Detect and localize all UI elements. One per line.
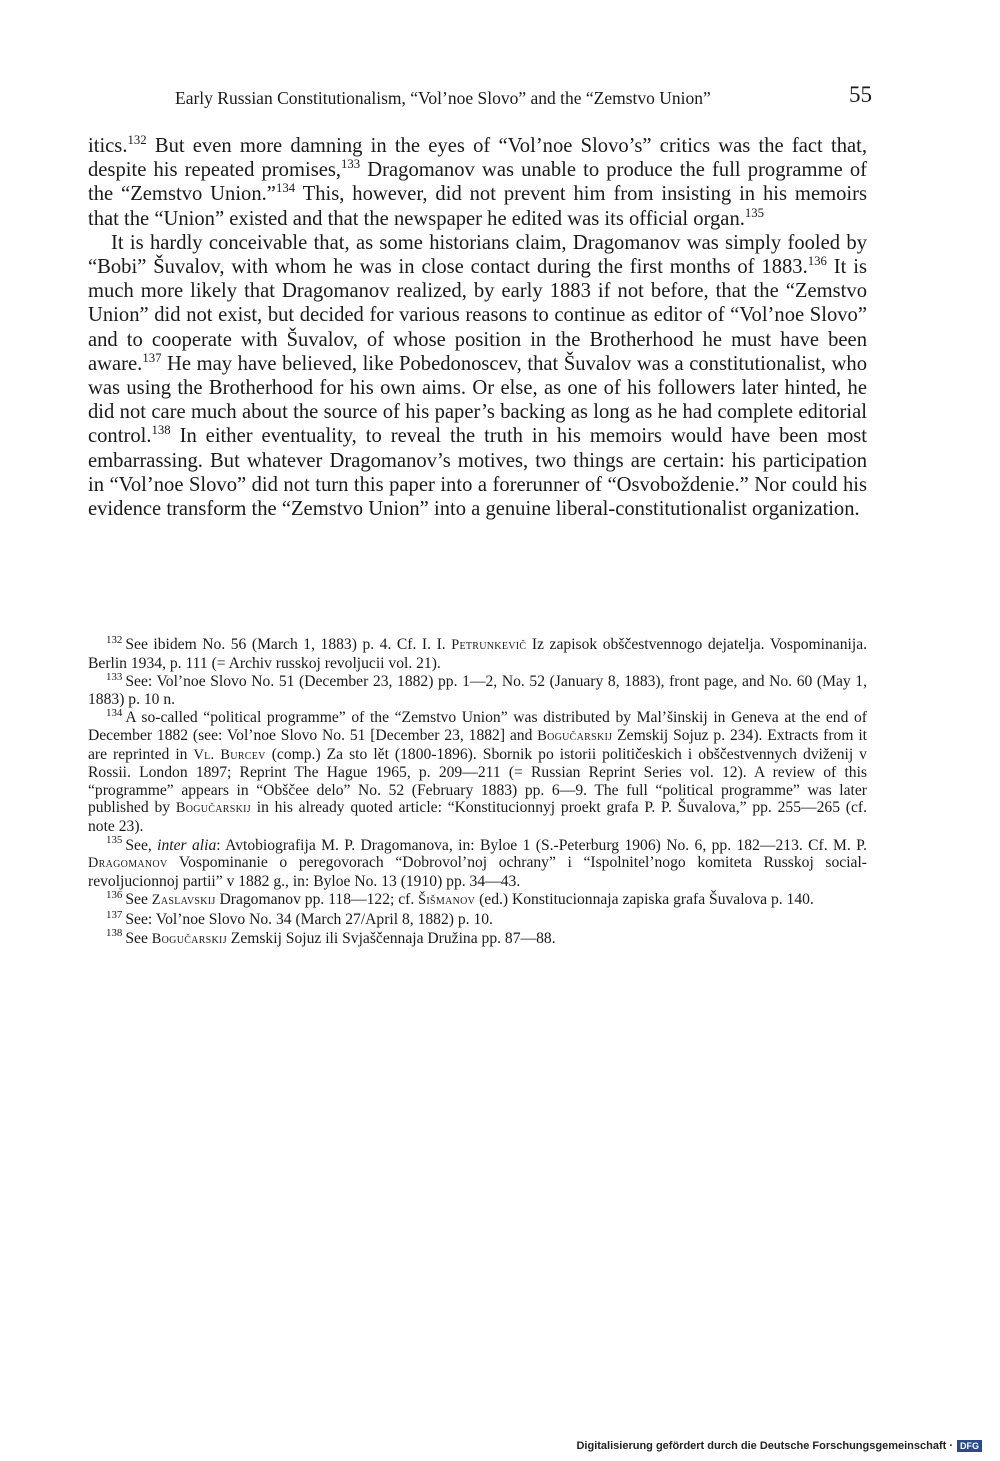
text-run: It is hardly conceivable that, as some historians claim, Dragomanov was simply fooled by “Bobi” Šuvalov, with whom he was in close contact during the first months of 1883. xyxy=(88,231,867,279)
text-run: See ibidem No. 56 (March 1, 1883) p. 4. Cf. I. I. xyxy=(125,636,452,653)
footnotes xyxy=(88,633,868,949)
footnote-134 xyxy=(88,709,867,835)
running-title: Early Russian Constitutionalism, “Vol’noe Slovo” and the “Zemstvo Union” xyxy=(175,88,711,108)
footnote-number: 138 xyxy=(106,927,123,940)
text-run: : Avtobiografija M. P. Dragomanova, in: Byloe 1 (S.-Peterburg 1906) No. 6, pp. 182—213. Cf. M. P. xyxy=(216,836,868,854)
author-name: Bogučarskij xyxy=(537,727,613,744)
text-run: Zemskij Sojuz ili Svjaščennaja Družina pp. 87—88. xyxy=(226,929,556,947)
author-name: Zaslavskij xyxy=(151,892,216,909)
footnote-ref-138[interactable]: 138 xyxy=(151,423,171,438)
text-run: See, xyxy=(125,836,158,854)
text-run: See: Vol’noe Slovo No. 34 (March 27/April 8, 1882) p. 10. xyxy=(125,910,493,928)
author-name: Bogučarskij xyxy=(175,800,251,817)
body-text xyxy=(88,134,867,521)
footnote-138 xyxy=(88,927,867,949)
author-name: Bogučarskij xyxy=(151,930,227,947)
author-name: Dragomanov xyxy=(88,855,168,872)
page-header xyxy=(88,82,872,114)
footnote-number: 135 xyxy=(106,834,123,847)
text-run: (comp.) Za sto lět (1800-1896). Sbornik po istorii političeskich i obščestvennych dviženij v Rossii. London 1897; Reprint The Hague 1965, p. 209—211 (= Russian Reprint Series vol. 12). A review of this “programme” appears in “Obščee delo” No. 52 (February 1883) pp. 6—9. The full “political programme” was later published by xyxy=(88,745,867,817)
footnote-137 xyxy=(88,908,867,929)
footnote-136 xyxy=(88,891,867,910)
footnote-number: 132 xyxy=(106,633,123,646)
footnote-number: 137 xyxy=(106,908,123,921)
footnote-number: 133 xyxy=(106,671,123,683)
footnote-132 xyxy=(88,633,868,672)
text-run: See xyxy=(125,891,152,909)
paragraph-2 xyxy=(88,231,867,521)
italic-text: inter alia xyxy=(157,836,217,854)
text-run: See: Vol’noe Slovo No. 51 (December 23, 1882) pp. 1—2, No. 52 (January 8, 1883), front page, and No. 60 (May 1, 1883) p. 10 n. xyxy=(88,673,867,708)
text-run: in his already quoted article: “Konstitucionnyj proekt grafa P. P. Šuvalova,” pp. 255—265 (cf. note 23). xyxy=(88,799,868,835)
text-run: It is much more likely that Dragomanov realized, by early 1883 if not before, that the “Zemstvo Union” did not exist, but decided for various reasons to continue as editor of “Vol’noe Slovo” and to cooperate with Šuvalov, of whose position in the Brotherhood he must have been aware. xyxy=(88,256,867,375)
author-name: Šišmanov xyxy=(418,892,476,909)
text-run: Vospominanie o peregovorach “Dobrovol’noj ochrany” i “Ispolnitel’nogo komiteta Russkoj social-revoljucionnoj partii” v 1882 g., in: Byloe No. 13 (1910) pp. 34—43. xyxy=(88,854,867,890)
credit-text: Digitalisierung gefördert durch die Deutsche Forschungsgemeinschaft · xyxy=(576,1440,953,1452)
footnote-number: 134 xyxy=(106,707,123,720)
text-run: He may have believed, like Pobedonoscev, that Šuvalov was a constitutionalist, who was using the Brotherhood for his own aims. Or else, as one of his followers later hinted, he did not care much about the source of his paper’s backing as long as he had complete editorial control. xyxy=(88,352,867,448)
author-name: Petrunkevič xyxy=(451,637,527,653)
footnote-ref-134[interactable]: 134 xyxy=(275,181,296,196)
text-run: Dragomanov was unable to produce the full programme of the “Zemstvo Union.” xyxy=(88,159,867,206)
text-run: In either eventuality, to reveal the truth in his memoirs would have been most embarrassing. But whatever Dragomanov’s motives, two things are certain: his participation in “Vol’noe Slovo” did not turn this paper into a forerunner of “Osvoboždenie.” Nor could his evidence transform the “Zemstvo Union” into a genuine liberal-constitutionalist organization. xyxy=(88,425,867,521)
footnote-number: 136 xyxy=(106,889,123,902)
paragraph-1 xyxy=(88,134,867,231)
text-run: A so-called “political programme” of the “Zemstvo Union” was distributed by Mal’šinskij in Geneva at the end of December 1882 (see: Vol’noe Slovo No. 51 [December 23, 1882] and xyxy=(88,709,867,744)
text-run: Zemskij Sojuz p. 234). Extracts from it are reprinted in xyxy=(88,726,867,763)
footnote-135 xyxy=(88,834,868,891)
footnote-ref-136[interactable]: 136 xyxy=(807,254,827,269)
footnote-ref-135[interactable]: 135 xyxy=(744,205,765,220)
dfg-logo-icon: DFG xyxy=(957,1440,982,1452)
digitization-credit xyxy=(576,1440,982,1452)
text-run: See xyxy=(125,929,152,947)
text-run: Dragomanov pp. 118—122; cf. xyxy=(215,891,419,909)
footnote-ref-133[interactable]: 133 xyxy=(341,157,361,172)
author-name: Vl. Burcev xyxy=(193,746,266,763)
text-run: itics. xyxy=(88,135,128,157)
text-run: Iz zapisok obščestvennogo dejatelja. Vospominanija. Berlin 1934, p. 111 (= Archiv russkoj revoljucii vol. 21). xyxy=(88,636,868,672)
text-run: But even more damning in the eyes of “Vol’noe Slovo’s” critics was the fact that, despite his repeated promises, xyxy=(88,135,867,182)
footnote-ref-132[interactable]: 132 xyxy=(127,133,147,148)
text-run: This, however, did not prevent him from insisting in his memoirs that the “Union” existed and that the newspaper he edited was its official organ. xyxy=(88,183,867,230)
footnote-ref-137[interactable]: 137 xyxy=(142,350,162,365)
text-run: (ed.) Konstitucionnaja zapiska grafa Šuvalova p. 140. xyxy=(475,891,814,909)
footnote-133 xyxy=(88,673,867,708)
page-number: 55 xyxy=(849,82,872,107)
